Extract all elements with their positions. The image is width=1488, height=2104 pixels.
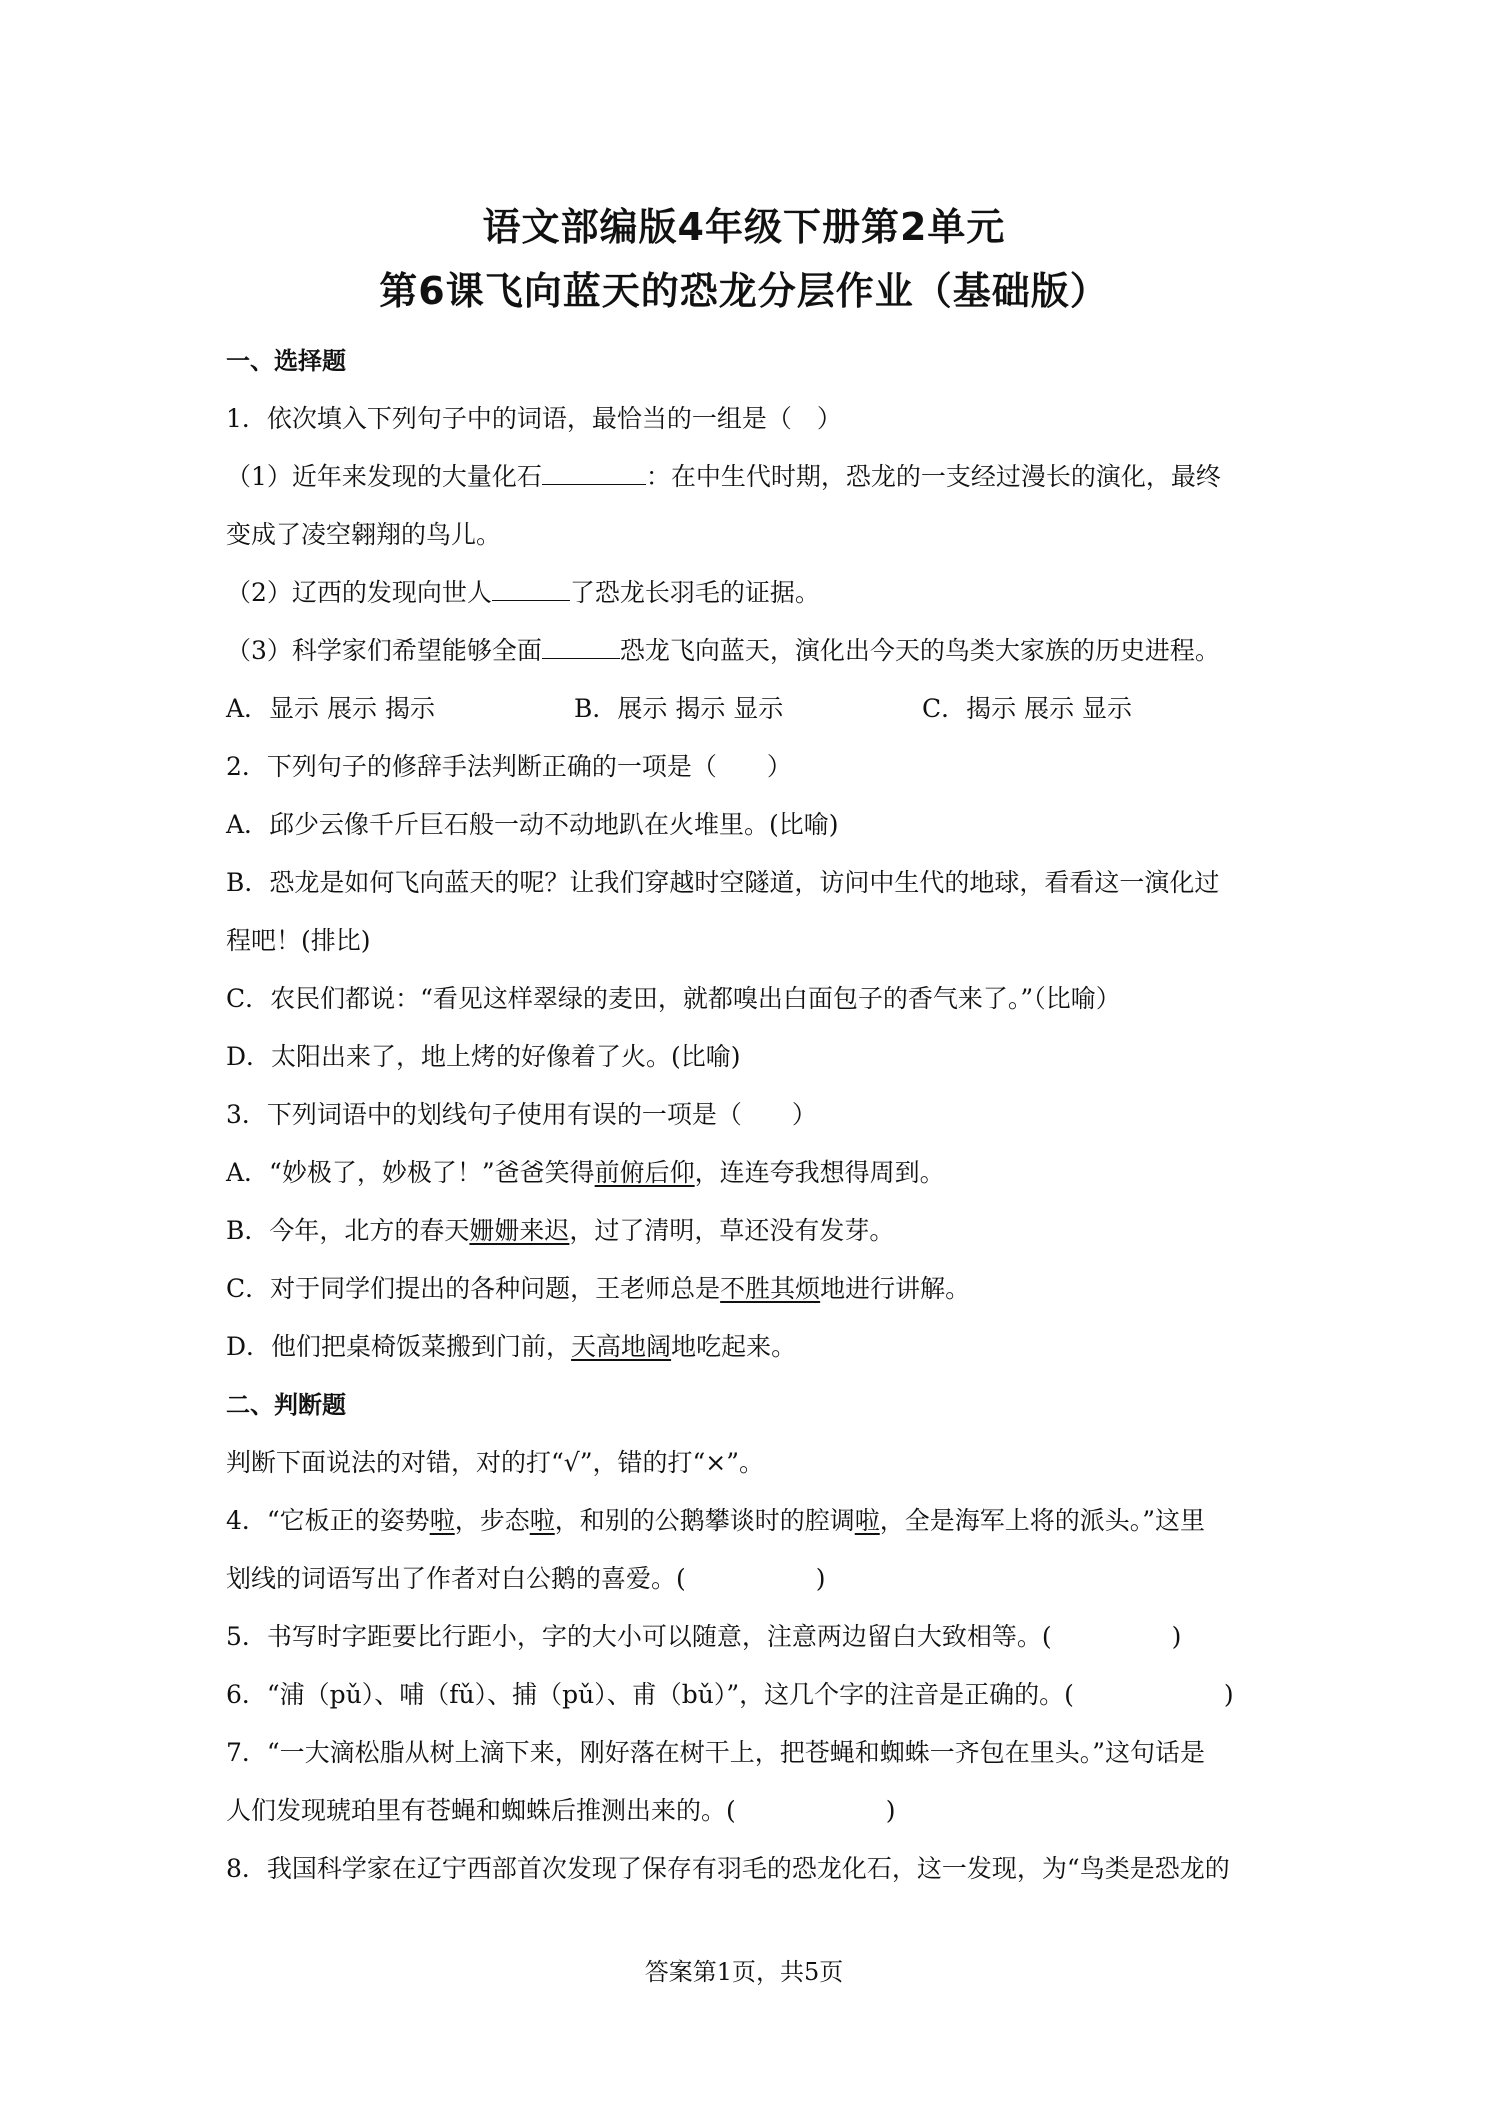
q1-option-b[interactable]: B．展示 揭示 显示 xyxy=(574,694,784,723)
q4-close-paren: ) xyxy=(815,1564,826,1593)
q5-line xyxy=(226,1620,1181,1654)
q4-line-2 xyxy=(226,1562,826,1596)
q1-s1-blank xyxy=(542,460,646,485)
q3-a-underlined: 前俯后仰 xyxy=(594,1158,695,1187)
q3-d-underlined: 天高地阔 xyxy=(571,1332,672,1361)
q2-option-b-cont: 程吧！(排比) xyxy=(226,926,371,955)
q4-text-5: 划线的词语写出了作者对白公鹅的喜爱。( xyxy=(226,1564,686,1593)
q1-s2-blank xyxy=(492,576,570,601)
q2-stem: 2．下列句子的修辞手法判断正确的一项是（ ） xyxy=(226,752,792,781)
q1-stem: 1．依次填入下列句子中的词语，最恰当的一组是（ ） xyxy=(226,404,842,433)
q6-line xyxy=(226,1678,1234,1712)
q1-s3-text-b: 恐龙飞向蓝天，演化出今天的鸟类大家族的历史进程。 xyxy=(619,636,1220,665)
q4-line-1 xyxy=(226,1504,1205,1538)
q1-sentence-3 xyxy=(226,634,1220,668)
q4-text-2: ，步态 xyxy=(454,1506,530,1535)
q4-text-4: ，全是海军上将的派头。”这里 xyxy=(879,1506,1206,1535)
q7-close-paren: ) xyxy=(885,1796,896,1825)
q1-s2-text-a: （2）辽西的发现向世人 xyxy=(226,578,492,607)
q3-c-text-end: 地进行讲解。 xyxy=(820,1274,971,1303)
q1-s3-text-a: （3）科学家们希望能够全面 xyxy=(226,636,542,665)
q4-text-3: ，和别的公鹅攀谈时的腔调 xyxy=(554,1506,855,1535)
q2-option-b[interactable]: B．恐龙是如何飞向蓝天的呢？让我们穿越时空隧道，访问中生代的地球，看看这一演化过 xyxy=(226,868,1220,897)
q1-option-c[interactable]: C．揭示 展示 显示 xyxy=(922,694,1133,723)
q6-text: 6．“浦（pǔ）、哺（fǔ）、捕（pǔ）、甫（bǔ）”，这几个字的注音是正确的。( xyxy=(226,1680,1074,1709)
q1-sentence-1 xyxy=(226,460,1221,494)
q3-a-text: A．“妙极了，妙极了！”爸爸笑得 xyxy=(226,1158,595,1187)
q3-option-d[interactable] xyxy=(226,1330,796,1364)
q7-line-1: 7．“一大滴松脂从树上滴下来，刚好落在树干上，把苍蝇和蜘蛛一齐包在里头。”这句话是 xyxy=(226,1738,1205,1767)
judge-instructions: 判断下面说法的对错，对的打“√”，错的打“×”。 xyxy=(226,1448,765,1477)
q2-option-d[interactable]: D．太阳出来了，地上烤的好像着了火。(比喻) xyxy=(226,1042,741,1071)
q3-b-underlined: 姗姗来迟 xyxy=(469,1216,570,1245)
q3-a-text-end: ，连连夸我想得周到。 xyxy=(694,1158,945,1187)
q1-option-a[interactable]: A．显示 展示 揭示 xyxy=(226,694,435,723)
q3-d-text-end: 地吃起来。 xyxy=(671,1332,797,1361)
q1-s1-text-b: ：在中生代时期，恐龙的一支经过漫长的演化，最终 xyxy=(645,462,1221,491)
q2-option-c[interactable]: C．农民们都说：“看见这样翠绿的麦田，就都嗅出白面包子的香气来了。”（比喻） xyxy=(226,984,1121,1013)
q3-c-underlined: 不胜其烦 xyxy=(720,1274,821,1303)
q5-close-paren: ) xyxy=(1171,1622,1182,1651)
q1-s3-blank xyxy=(542,634,620,659)
section-choice-heading: 一、选择题 xyxy=(226,347,346,375)
q1-sentence-1-cont: 变成了凌空翱翔的鸟儿。 xyxy=(226,520,502,549)
q3-stem: 3．下列词语中的划线句子使用有误的一项是（ ） xyxy=(226,1100,817,1129)
q2-option-a[interactable]: A．邱少云像千斤巨石般一动不动地趴在火堆里。(比喻) xyxy=(226,810,839,839)
q3-b-text-end: ，过了清明，草还没有发芽。 xyxy=(569,1216,895,1245)
q8-line-1: 8．我国科学家在辽宁西部首次发现了保存有羽毛的恐龙化石，这一发现，为“鸟类是恐龙的 xyxy=(226,1854,1230,1883)
q4-underlined-3: 啦 xyxy=(854,1506,880,1535)
q3-b-text: B．今年，北方的春天 xyxy=(226,1216,470,1245)
section-judge-heading: 二、判断题 xyxy=(226,1391,346,1419)
q1-s2-text-b: 了恐龙长羽毛的证据。 xyxy=(569,578,820,607)
title-line-1: 语文部编版4年级下册第2单元 xyxy=(482,205,1006,249)
q5-text: 5．书写时字距要比行距小，字的大小可以随意，注意两边留白大致相等。( xyxy=(226,1622,1052,1651)
q3-option-b[interactable] xyxy=(226,1214,894,1248)
title-line-2: 第6课飞向蓝天的恐龙分层作业（基础版） xyxy=(379,269,1109,313)
q4-text-1: 4．“它板正的姿势 xyxy=(226,1506,430,1535)
q6-close-paren: ) xyxy=(1223,1680,1234,1709)
q1-sentence-2 xyxy=(226,576,820,610)
q7-line-2 xyxy=(226,1794,896,1828)
q1-s1-text-a: （1）近年来发现的大量化石 xyxy=(226,462,542,491)
q3-d-text: D．他们把桌椅饭菜搬到门前， xyxy=(226,1332,572,1361)
q7-text: 人们发现琥珀里有苍蝇和蜘蛛后推测出来的。( xyxy=(226,1796,736,1825)
q4-underlined-1: 啦 xyxy=(429,1506,455,1535)
q3-option-c[interactable] xyxy=(226,1272,970,1306)
q3-option-a[interactable] xyxy=(226,1156,945,1190)
q3-c-text: C．对于同学们提出的各种问题，王老师总是 xyxy=(226,1274,721,1303)
q4-underlined-2: 啦 xyxy=(529,1506,555,1535)
page-footer: 答案第1页，共5页 xyxy=(644,1958,844,1986)
